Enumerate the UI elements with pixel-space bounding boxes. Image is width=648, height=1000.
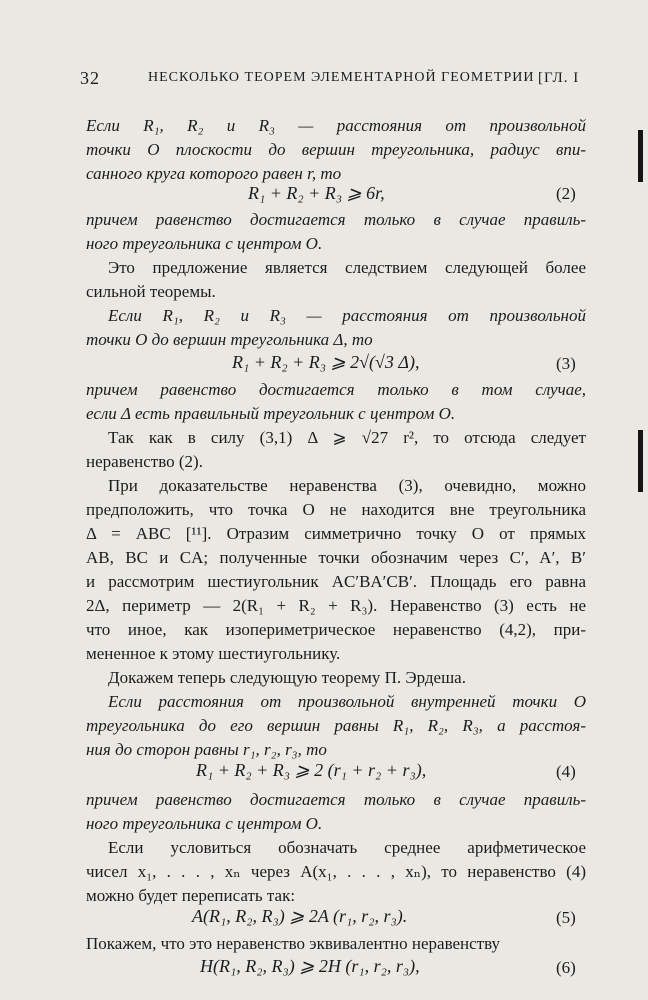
- text-line: треугольника до его вершин равны R₁, R₂, R₃, а расстоя-: [86, 716, 586, 735]
- text-line: точки O до вершин треугольника Δ, то: [86, 330, 373, 349]
- text-line: мененное к этому шестиугольнику.: [86, 644, 341, 663]
- equation-number: (5): [556, 908, 576, 927]
- chapter-marker: [ГЛ. I: [538, 70, 580, 86]
- equation-number: (2): [556, 184, 576, 203]
- text-line: ного треугольника с центром O.: [86, 234, 323, 253]
- text-line: 2Δ, периметр — 2(R₁ + R₂ + R₃). Неравенство (3) есть не: [86, 596, 586, 615]
- text-line: сильной теоремы.: [86, 282, 216, 301]
- text-line: Если R₁, R₂ и R₃ — расстояния от произвольной: [86, 116, 586, 135]
- text-line: причем равенство достигается только в том случае,: [86, 380, 586, 399]
- page-number: 32: [80, 68, 100, 88]
- text-line: Это предложение является следствием следующей более: [108, 258, 586, 277]
- text-line: AB, BC и CA; полученные точки обозначим через C′, A′, B′: [86, 548, 586, 567]
- text-line: причем равенство достигается только в случае правиль-: [86, 790, 586, 809]
- text-line: Если условиться обозначать среднее арифметическое: [108, 838, 586, 857]
- formula-5: A(R₁, R₂, R₃) ⩾ 2A (r₁, r₂, r₃).: [192, 906, 408, 926]
- text-line: Если R₁, R₂ и R₃ — расстояния от произвольной: [108, 306, 586, 325]
- text-line: ния до сторон равны r₁, r₂, r₃, то: [86, 740, 327, 759]
- text-line: Покажем, что это неравенство эквивалентно неравенству: [86, 934, 501, 953]
- text-line: Если расстояния от произвольной внутренней точки O: [108, 692, 586, 711]
- text-line: причем равенство достигается только в случае правиль-: [86, 210, 586, 229]
- scan-edge-mark: [638, 130, 643, 182]
- text-line: чисел x₁, . . . , xₙ через A(x₁, . . . , xₙ), то неравенство (4): [86, 862, 586, 881]
- text-line: Докажем теперь следующую теорему П. Эрдеша.: [108, 668, 466, 687]
- formula-6: H(R₁, R₂, R₃) ⩾ 2H (r₁, r₂, r₃),: [200, 956, 420, 976]
- equation-number: (3): [556, 354, 576, 373]
- text-line: Так как в силу (3,1) Δ ⩾ √27 r², то отсюда следует: [108, 428, 586, 447]
- text-line: Δ = ABC [¹¹]. Отразим симметрично точку O от прямых: [86, 524, 586, 543]
- equation-number: (4): [556, 762, 576, 781]
- text-line: точки O плоскости до вершин треугольника, радиус впи-: [86, 140, 586, 159]
- formula-3: R₁ + R₂ + R₃ ⩾ 2√(√3 Δ),: [232, 352, 420, 372]
- text-line: При доказательстве неравенства (3), очевидно, можно: [108, 476, 586, 495]
- text-line: ного треугольника с центром O.: [86, 814, 323, 833]
- text-line: санного круга которого равен r, то: [86, 164, 342, 183]
- scan-edge-mark: [638, 430, 643, 492]
- equation-number: (6): [556, 958, 576, 977]
- text-line: если Δ есть правильный треугольник с центром O.: [86, 404, 456, 423]
- formula-4: R₁ + R₂ + R₃ ⩾ 2 (r₁ + r₂ + r₃),: [196, 760, 427, 780]
- running-title: НЕСКОЛЬКО ТЕОРЕМ ЭЛЕМЕНТАРНОЙ ГЕОМЕТРИИ: [148, 70, 535, 85]
- text-line: можно будет переписать так:: [86, 886, 296, 905]
- text-line: что иное, как изопериметрическое неравенство (4,2), при-: [86, 620, 586, 639]
- text-line: и рассмотрим шестиугольник AC′BA′CB′. Площадь его равна: [86, 572, 586, 591]
- formula-2: R₁ + R₂ + R₃ ⩾ 6r,: [248, 183, 385, 203]
- text-line: предположить, что точка O не находится вне треугольника: [86, 500, 586, 519]
- text-line: неравенство (2).: [86, 452, 203, 471]
